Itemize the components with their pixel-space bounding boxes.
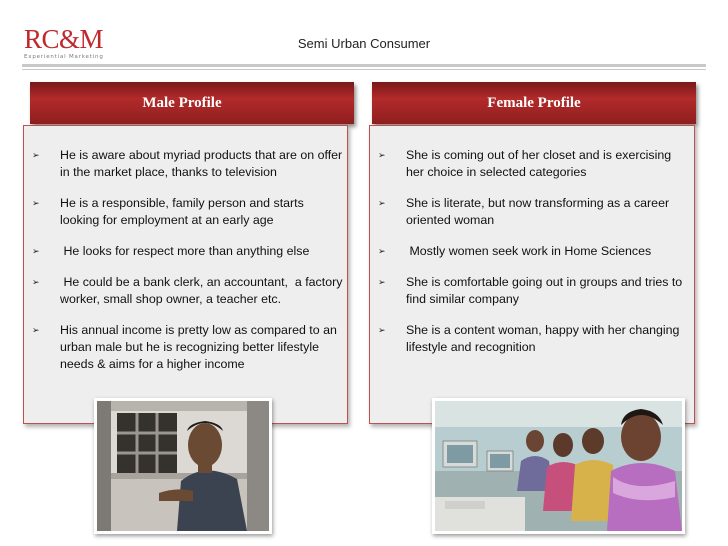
male-bullet-item — [32, 195, 344, 229]
header-divider-thick — [22, 64, 706, 67]
male-bullet-text: His annual income is pretty low as compared to an urban male but he is recognizing better lifestyle needs & aims for a higher income — [60, 323, 337, 371]
female-bullet-item — [378, 147, 690, 181]
male-profile-header — [30, 82, 354, 124]
logo-tagline: Experiential Marketing — [24, 54, 104, 60]
bullet-arrow-icon: ➢ — [32, 325, 40, 335]
bullet-arrow-icon: ➢ — [32, 277, 40, 287]
female-bullet-item — [378, 243, 690, 260]
male-profile-panel — [23, 125, 348, 424]
male-bullet-text: He could be a bank clerk, an accountant, a factory worker, small shop owner, a teacher etc. — [60, 275, 346, 306]
female-profile-panel — [369, 125, 695, 424]
female-bullet-text: She is comfortable going out in groups and tries to find similar company — [406, 275, 683, 306]
female-photo — [432, 398, 685, 534]
female-bullet-text: She is a content woman, happy with her changing lifestyle and recognition — [406, 323, 680, 354]
male-bullet-item — [32, 243, 344, 260]
bullet-arrow-icon: ➢ — [378, 277, 386, 287]
female-bullet-text: She is literate, but now transforming as a career oriented woman — [406, 196, 670, 227]
male-bullet-list — [32, 147, 344, 387]
male-bullet-text: He is aware about myriad products that are on offer in the market place, thanks to television — [60, 148, 343, 179]
male-profile-title: Male Profile — [142, 94, 222, 111]
male-bullet-item — [32, 274, 344, 308]
male-photo-image — [97, 401, 269, 531]
male-bullet-item — [32, 147, 344, 181]
bullet-arrow-icon: ➢ — [32, 150, 40, 160]
female-bullet-item — [378, 274, 690, 308]
bullet-arrow-icon: ➢ — [32, 246, 40, 256]
female-bullet-list — [378, 147, 690, 370]
female-profile-header — [372, 82, 696, 124]
male-bullet-item — [32, 322, 344, 373]
bullet-arrow-icon: ➢ — [378, 325, 386, 335]
bullet-arrow-icon: ➢ — [378, 198, 386, 208]
bullet-arrow-icon: ➢ — [378, 246, 386, 256]
female-bullet-item — [378, 322, 690, 356]
logo-text: RC&M — [24, 24, 104, 54]
header-divider-thin — [22, 69, 706, 70]
female-profile-title: Female Profile — [487, 94, 581, 111]
male-bullet-text: He looks for respect more than anything else — [60, 244, 310, 258]
male-bullet-text: He is a responsible, family person and starts looking for employment at an early age — [60, 196, 304, 227]
female-bullet-item — [378, 195, 690, 229]
male-photo — [94, 398, 272, 534]
slide-title: Semi Urban Consumer — [297, 36, 431, 51]
female-bullet-text: Mostly women seek work in Home Sciences — [406, 244, 652, 258]
bullet-arrow-icon: ➢ — [32, 198, 40, 208]
female-photo-image — [435, 401, 682, 531]
bullet-arrow-icon: ➢ — [378, 150, 386, 160]
female-bullet-text: She is coming out of her closet and is exercising her choice in selected categories — [406, 148, 672, 179]
